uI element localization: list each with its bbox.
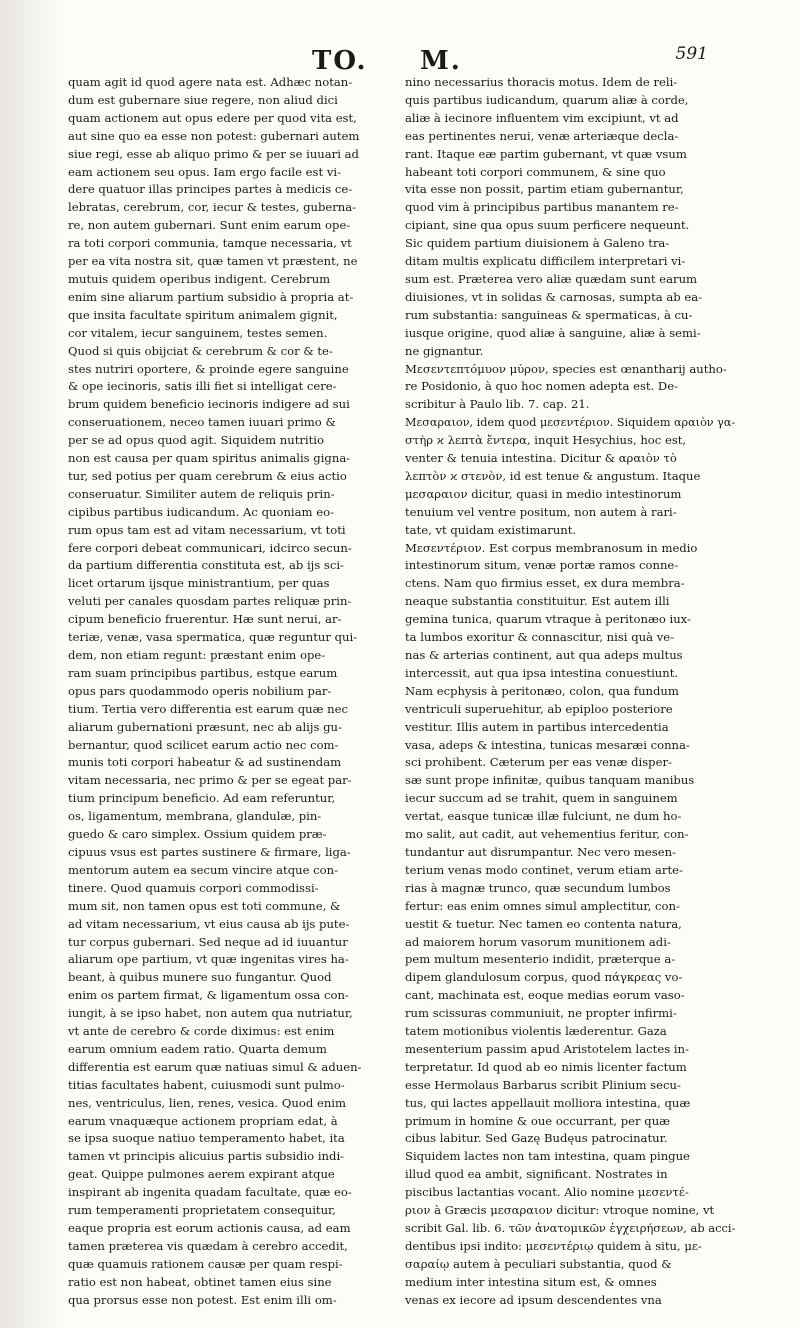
text-line: vertat, easque tunicæ illæ fulciunt, ne dum ho- <box>405 809 682 824</box>
text-line: ad maiorem horum vasorum munitionem adi- <box>405 934 671 949</box>
text-line: iusque origine, quod aliæ à sanguine, aliæ à semi- <box>405 325 701 340</box>
text-line: tur, sed potius per quam cerebrum & eius actio <box>68 468 347 483</box>
text-line: tium. Tertia vero differentia est earum quæ nec <box>68 701 348 716</box>
text-line: fertur: eas enim omnes simul amplectitur, con- <box>405 898 680 913</box>
text-line: ratio est non habeat, obtinet tamen eius sine <box>68 1274 332 1289</box>
text-line: aut sine quo ea esse non potest: gubernari autem <box>68 128 360 143</box>
text-line: cant, machinata est, eoque medias eorum vaso- <box>405 988 685 1003</box>
text-line: tenuium vel ventre positum, non autem à rari- <box>405 504 677 519</box>
text-line: mentorum autem ea secum vincire atque con- <box>68 862 339 877</box>
text-line: re Posidonio, à quo hoc nomen adepta est. De- <box>405 379 679 394</box>
text-line: tate, vt quidam existimarunt. <box>405 522 577 537</box>
text-line: eaque propria est eorum actionis causa, ad eam <box>68 1221 351 1235</box>
text-line: ram suam principibus partibus, estque earum <box>68 665 338 680</box>
text-line: teriæ, venæ, vasa spermatica, quæ reguntur qui- <box>68 630 358 645</box>
gutter-shadow <box>0 0 60 1328</box>
text-line: tinere. Quod quamuis corpori commodissi- <box>68 880 319 895</box>
text-line: habeant toti corpori communem, & sine quo <box>405 164 666 179</box>
text-line: siue regi, esse ab aliquo primo & per se iuuari ad <box>68 146 359 161</box>
text-line: cipum beneficio fruerentur. Hæ sunt nerui, ar- <box>68 612 342 627</box>
text-line: inspirant ab ingenita quadam facultate, quæ eo- <box>68 1185 352 1200</box>
text-line: μεσαραιον dicitur, quasi in medio intestinorum <box>405 486 682 501</box>
text-line: opus pars quodammodo operis nobilium par- <box>68 683 332 698</box>
text-line: ditam multis explicatu difficilem interpretari vi- <box>405 254 686 269</box>
text-line: sum est. Præterea vero aliæ quædam sunt earum <box>405 271 698 286</box>
text-line: non est causa per quam spiritus animalis gigna- <box>68 451 351 466</box>
text-line: guedo & caro simplex. Ossium quidem præ- <box>68 827 327 842</box>
text-line: tamen vt principis alicuius partis subsidio indi- <box>68 1149 345 1164</box>
text-line: gemina tunica, quarum vtraque à peritonæo iux- <box>405 612 691 627</box>
text-line: Μεσεντεπτόμυον μύρον, species est œnantharij autho- <box>405 361 727 376</box>
text-line: dum est gubernare siue regere, non aliud dici <box>68 92 338 107</box>
text-line: titias facultates habent, cuiusmodi sunt pulmo- <box>68 1077 345 1092</box>
text-line: mutuis quidem operibus indigent. Cerebrum <box>68 271 331 286</box>
text-line: tundantur aut disrumpantur. Nec vero mesen- <box>405 844 676 859</box>
text-line: terium venas modo continet, verum etiam arte- <box>405 862 683 877</box>
left-column <box>68 74 398 1310</box>
text-line: venter & tenuia intestina. Dicitur & αραιὸν τὸ <box>405 451 677 466</box>
text-line: dere quatuor illas principes partes à medicis ce- <box>68 182 353 197</box>
text-line: rum substantia: sanguineas & spermaticas, à cu- <box>405 307 693 322</box>
text-line: dentibus ipsi indito: μεσεντέριῳ quidem à situ, με- <box>405 1238 702 1253</box>
text-line: dem, non etiam regunt: præstant enim ope- <box>68 648 326 662</box>
text-line: cor vitalem, iecur sanguinem, testes semen. <box>68 325 328 340</box>
text-line: stes nutriri oportere, & proinde egere sanguine <box>68 361 349 376</box>
text-line: ta lumbos exoritur & connascitur, nisi quà ve- <box>405 630 675 645</box>
text-line: os, ligamentum, membrana, glandulæ, pin- <box>68 809 322 824</box>
text-line: munis toti corpori habeatur & ad sustinendam <box>68 755 342 770</box>
text-line: qua prorsus esse non potest. Est enim illi om- <box>68 1292 337 1307</box>
text-line: ne gignantur. <box>405 343 484 358</box>
running-head-left: TO. <box>312 46 368 76</box>
text-line: se ipsa suoque natiuo temperamento habet, ita <box>68 1131 345 1146</box>
text-line: cibus labitur. Sed Gazę Budęus patrocinatur. <box>405 1131 668 1146</box>
text-line: enim sine aliarum partium subsidio à propria at- <box>68 289 354 304</box>
text-line: quod vim à principibus partibus manantem re- <box>405 200 679 215</box>
text-line: illud quod ea ambit, significant. Nostrates in <box>405 1167 668 1182</box>
text-line: piscibus lactantias vocant. Alio nomine μεσεντέ- <box>405 1185 689 1200</box>
text-line: sci prohibent. Cæterum per eas venæ disper- <box>405 755 672 770</box>
text-line: στὴρ ϰ λεπτὰ ἔντερα, inquit Hesychius, hoc est, <box>405 433 687 448</box>
text-line: scribitur à Paulo lib. 7. cap. 21. <box>405 397 590 412</box>
text-line: ra toti corpori communia, tamque necessaria, vt <box>68 236 352 251</box>
text-line: Μεσαραιον, idem quod μεσεντέριον. Siquidem αραιὸν γα- <box>405 415 736 430</box>
text-line: mum sit, non tamen opus est toti commune, & <box>68 898 341 913</box>
text-line: tium principum beneficio. Ad eam referuntur, <box>68 791 336 806</box>
text-line: intestinorum situm, venæ portæ ramos conne- <box>405 558 679 573</box>
text-line: ctens. Nam quo firmius esset, ex dura membra- <box>405 576 685 591</box>
text-line: rum scissuras communiuit, ne propter infirmi- <box>405 1006 677 1021</box>
text-line: rum temperamenti proprietatem consequitur, <box>68 1203 336 1218</box>
text-line: σαραίῳ autem à peculiari substantia, quod & <box>405 1256 672 1271</box>
text-line: diuisiones, vt in solidas & carnosas, sumpta ab ea- <box>405 289 703 304</box>
text-line: differentia est earum quæ natiuas simul & aduen- <box>68 1059 362 1074</box>
text-line: ριον à Græcis μεσαραιον dicitur: vtroque nomine, vt <box>405 1203 715 1218</box>
text-line: ventriculi superuehitur, ab epiploo posteriore <box>405 701 673 716</box>
text-line: Μεσεντέριον. Est corpus membranosum in medio <box>405 540 698 555</box>
text-line: mesenterium passim apud Aristotelem lactes in- <box>405 1041 689 1056</box>
text-line: nino necessarius thoracis motus. Idem de reli- <box>405 75 678 89</box>
text-line: da partium differentia constituta est, ab ijs sci- <box>68 558 344 573</box>
text-line: vitam necessaria, nec primo & per se egeat par- <box>68 773 352 788</box>
text-line: iungit, à se ipso habet, non autem qua nutriatur, <box>68 1006 353 1021</box>
text-line: licet ortarum ijsque ministrantium, per quas <box>68 576 330 591</box>
text-line: earum vnaquæque actionem propriam edat, à <box>68 1113 338 1128</box>
text-line: sæ sunt prope infinitæ, quibus tanquam manibus <box>405 773 695 788</box>
text-line: pem multum mesenterio indidit, præterque a- <box>405 952 676 967</box>
text-line: cipuus vsus est partes sustinere & firmare, liga- <box>68 844 351 859</box>
text-line: conseruationem, neceo tamen iuuari primo & <box>68 415 336 430</box>
text-line: tamen præterea vis quædam à cerebro accedit, <box>68 1238 348 1253</box>
text-line: cipibus partibus iudicandum. Ac quoniam eo- <box>68 504 334 519</box>
text-line: scribit Gal. lib. 6. τῶν ἀνατομικῶν ἐγχειρήσεων, ab acci- <box>405 1221 735 1235</box>
text-line: medium inter intestina situm est, & omnes <box>405 1274 657 1289</box>
text-line: neaque substantia constituitur. Est autem illi <box>405 594 670 609</box>
text-line: que insita facultate spiritum animalem gignit, <box>68 307 338 322</box>
text-line: eas pertinentes nerui, venæ arteriæque decla- <box>405 128 679 143</box>
text-line: rant. Itaque eæ partim gubernant, vt quæ vsum <box>405 146 687 161</box>
text-line: geat. Quippe pulmones aerem expirant atque <box>68 1167 335 1182</box>
text-line: aliarum ope partium, vt quæ ingenitas vires ha- <box>68 952 349 967</box>
text-line: vasa, adeps & intestina, tunicas mesaræi conna- <box>405 737 690 752</box>
text-line: venas ex iecore ad ipsum descendentes vna <box>405 1292 662 1307</box>
text-line: vt ante de cerebro & corde diximus: est enim <box>68 1024 335 1039</box>
right-column <box>405 74 735 1310</box>
text-line: intercessit, aut qua ipsa intestina conuestiunt. <box>405 665 679 680</box>
text-line: tatem motionibus violentis læderentur. Gaza <box>405 1024 667 1039</box>
text-line: Quod si quis obijciat & cerebrum & cor & te- <box>68 343 333 358</box>
text-line: uestit & tuetur. Nec tamen eo contenta natura, <box>405 916 682 931</box>
text-line: per se ad opus quod agit. Siquidem nutritio <box>68 433 324 448</box>
text-line: Nam ecphysis à peritonæo, colon, qua fundum <box>405 683 679 698</box>
text-line: Sic quidem partium diuisionem à Galeno tra- <box>405 236 670 251</box>
text-line: rias à magnæ trunco, quæ secundum lumbos <box>405 880 671 895</box>
text-line: beant, à quibus munere suo fungantur. Quod <box>68 970 332 985</box>
text-line: & ope iecinoris, satis illi fiet si intelligat cere- <box>68 379 337 394</box>
text-line: enim os partem firmat, & ligamentum ossa con- <box>68 988 349 1003</box>
text-line: quam agit id quod agere nata est. Adhæc notan- <box>68 75 353 89</box>
text-line: ad vitam necessarium, vt eius causa ab ijs pute- <box>68 916 350 931</box>
text-line: aliæ à iecinore influentem vim excipiunt, vt ad <box>405 110 679 125</box>
text-line: conseruatur. Similiter autem de reliquis prin- <box>68 486 335 501</box>
text-line: quis partibus iudicandum, quarum aliæ à corde, <box>405 92 689 107</box>
text-line: quæ quamuis rationem causæ per quam respi- <box>68 1256 343 1271</box>
text-line: brum quidem beneficio iecinoris indigere ad sui <box>68 397 350 412</box>
text-line: eam actionem seu opus. Iam ergo facile est vi- <box>68 164 342 179</box>
text-line: mo salit, aut cadit, aut vehementius feritur, con- <box>405 827 689 842</box>
text-line: tur corpus gubernari. Sed neque ad id iuuantur <box>68 934 348 949</box>
text-line: dipem glandulosum corpus, quod πάγκρεας vo- <box>405 970 683 985</box>
text-line: iecur succum ad se trahit, quem in sanguinem <box>405 791 678 806</box>
text-line: vita esse non possit, partim etiam gubernantur, <box>405 182 684 197</box>
text-line: aliarum gubernationi præsunt, nec ab alijs gu- <box>68 719 342 734</box>
text-line: cipiant, sine qua opus suum perficere nequeunt. <box>405 218 690 233</box>
text-line: λεπτὸν ϰ στενὸν, id est tenue & angustum. Itaque <box>405 468 701 483</box>
text-line: per ea vita nostra sit, quæ tamen vt præstent, ne <box>68 254 358 269</box>
text-line: rum opus tam est ad vitam necessarium, vt toti <box>68 522 346 537</box>
text-line: earum omnium eadem ratio. Quarta demum <box>68 1041 327 1056</box>
text-line: tus, qui lactes appellauit molliora intestina, quæ <box>405 1095 691 1110</box>
running-head-right: M. <box>420 46 462 76</box>
text-line: bernantur, quod scilicet earum actio nec com- <box>68 737 339 752</box>
text-line: lebratas, cerebrum, cor, iecur & testes, guberna- <box>68 200 357 215</box>
text-line: primum in homine & oue occurrant, per quæ <box>405 1113 671 1128</box>
text-line: quam actionem aut opus edere per quod vita est, <box>68 110 357 125</box>
text-line: veluti per canales quosdam partes reliquæ prin- <box>68 594 352 609</box>
text-line: nes, ventriculus, lien, renes, vesica. Quod enim <box>68 1095 346 1110</box>
text-line: fere corpori debeat communicari, idcirco secun- <box>68 540 352 555</box>
text-line: nas & arterias continent, aut qua adeps multus <box>405 648 683 662</box>
text-line: Siquidem lactes non tam intestina, quam pingue <box>405 1149 690 1164</box>
folio-number: 591 <box>675 44 708 64</box>
text-line: re, non autem gubernari. Sunt enim earum ope- <box>68 218 351 233</box>
text-line: vestitur. Illis autem in partibus intercedentia <box>405 719 669 734</box>
text-line: terpretatur. Id quod ab eo nimis licenter factum <box>405 1059 687 1074</box>
text-line: esse Hermolaus Barbarus scribit Plinium secu- <box>405 1077 681 1092</box>
